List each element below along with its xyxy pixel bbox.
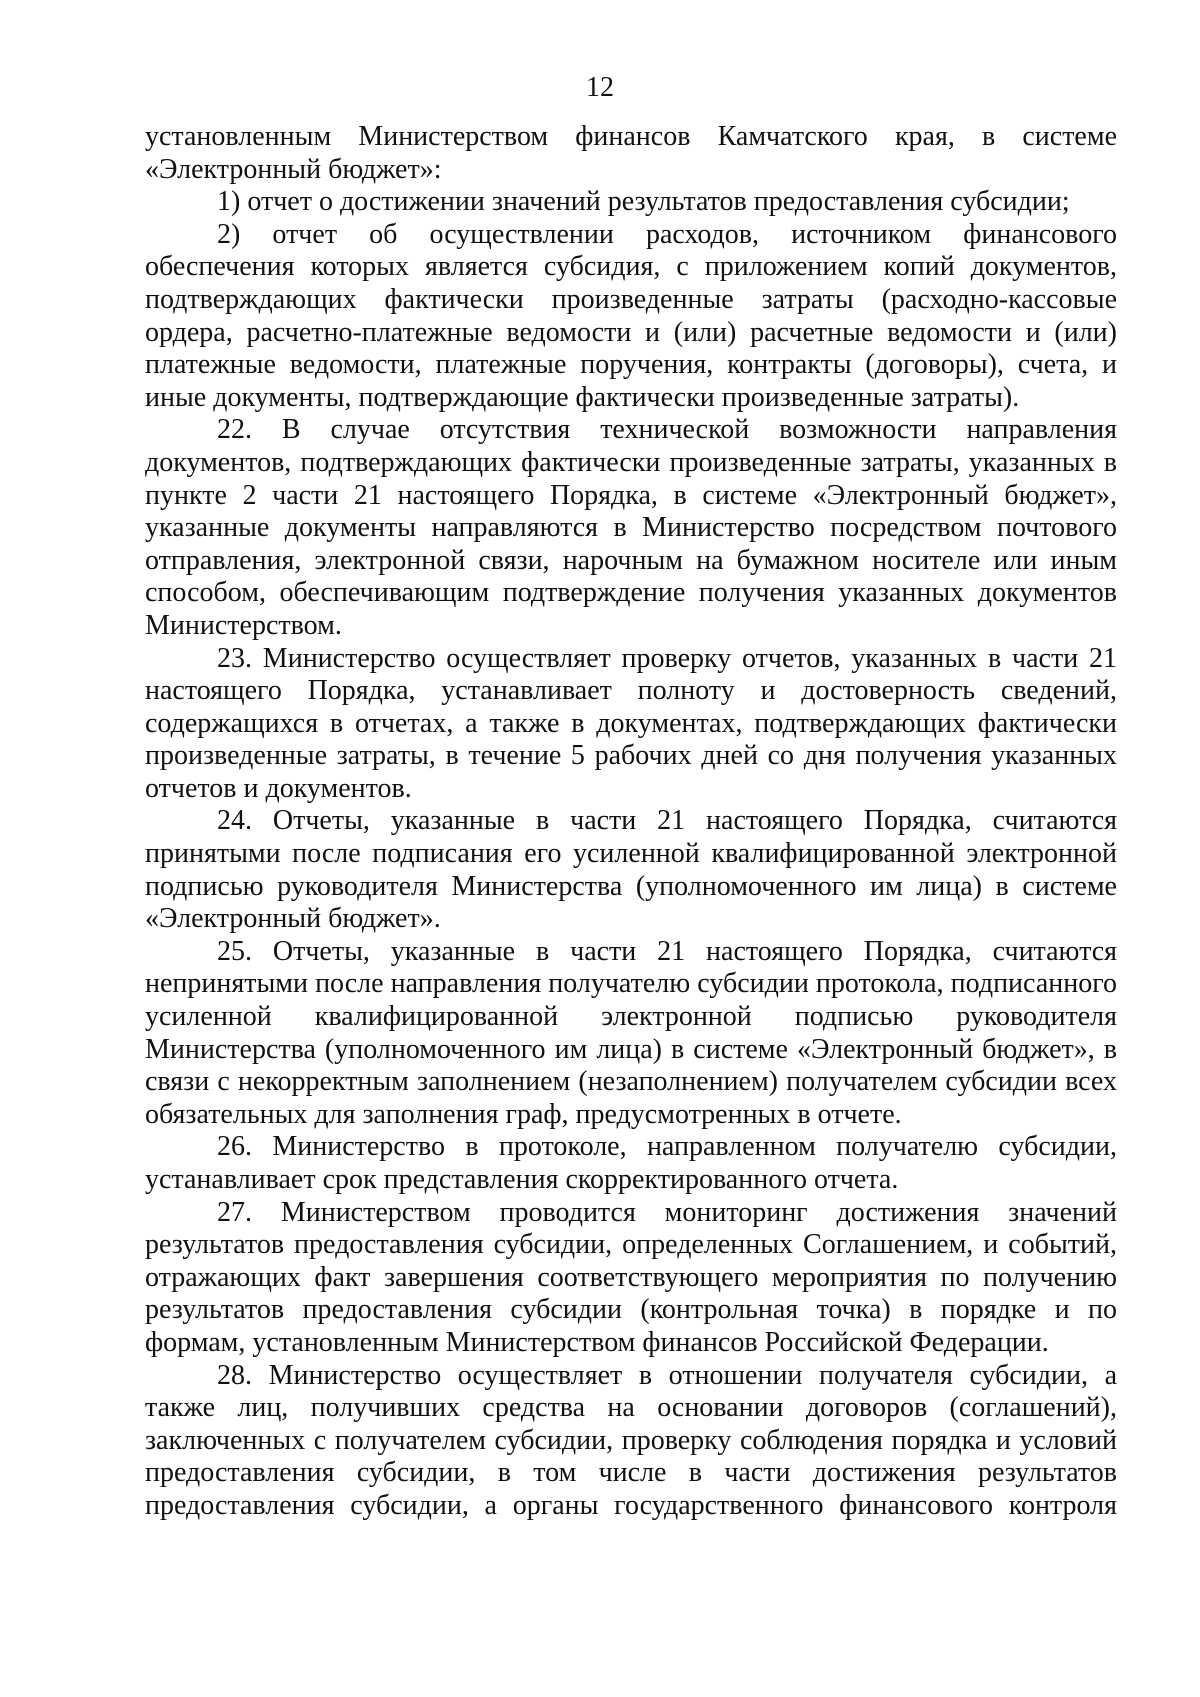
paragraph-28: 28. Министерство осуществляет в отношении получателя субсидии, а также лиц, получивших средства на основании договоров (соглашений), заключенных с получателем субсидии, проверку соблюдения порядка и условий предоставления субсидии, в том числе в части достижения результатов предоставления субсидии, а органы государственного финансового контроля <box>145 1359 1117 1521</box>
paragraph-26: 26. Министерство в протоколе, направленном получателю субсидии, устанавливает срок представления скорректированного отчета. <box>145 1131 1117 1195</box>
paragraph-continuation: установленным Министерством финансов Камчатского края, в системе «Электронный бюджет»: <box>145 121 1117 185</box>
paragraph-22: 22. В случае отсутствия технической возможности направления документов, подтверждающих фактически произведенные затраты, указанных в пункте 2 части 21 настоящего Порядка, в системе «Электронный бюджет», указанные документы направляются в Министерство посредством почтового отправления, электронной связи, нарочным на бумажном носителе или иным способом, обеспечивающим подтверждение получения указанных документов Министерством. <box>145 414 1117 641</box>
paragraph-24: 24. Отчеты, указанные в части 21 настоящего Порядка, считаются принятыми после подписания его усиленной квалифицированной электронной подписью руководителя Министерства (уполномоченного им лица) в системе «Электронный бюджет». <box>145 805 1117 935</box>
paragraph-item-2: 2) отчет об осуществлении расходов, источником финансового обеспечения которых является субсидия, с приложением копий документов, подтверждающих фактически произведенные затраты (расходно-кассовые ордера, расчетно-платежные ведомости и (или) расчетные ведомости и (или) платежные ведомости, платежные поручения, контракты (договоры), счета, и иные документы, подтверждающие фактически произведенные затраты). <box>145 218 1117 413</box>
document-body <box>145 121 1117 1523</box>
paragraph-27: 27. Министерством проводится мониторинг достижения значений результатов предоставления субсидии, определенных Соглашением, и событий, отражающих факт завершения соответствующего мероприятия по получению результатов предоставления субсидии (контрольная точка) в порядке и по формам, установленным Министерством финансов Российской Федерации. <box>145 1196 1117 1358</box>
page-number: 12 <box>586 72 614 103</box>
paragraph-23: 23. Министерство осуществляет проверку отчетов, указанных в части 21 настоящего Порядка, устанавливает полноту и достоверность сведений, содержащихся в отчетах, а также в документах, подтверждающих фактически произведенные затраты, в течение 5 рабочих дней со дня получения указанных отчетов и документов. <box>145 642 1117 804</box>
paragraph-item-1: 1) отчет о достижении значений результатов предоставления субсидии; <box>217 186 1070 218</box>
paragraph-25: 25. Отчеты, указанные в части 21 настоящего Порядка, считаются непринятыми после направления получателю субсидии протокола, подписанного усиленной квалифицированной электронной подписью руководителя Министерства (уполномоченного им лица) в системе «Электронный бюджет», в связи с некорректным заполнением (незаполнением) получателем субсидии всех обязательных для заполнения граф, предусмотренных в отчете. <box>145 935 1117 1130</box>
